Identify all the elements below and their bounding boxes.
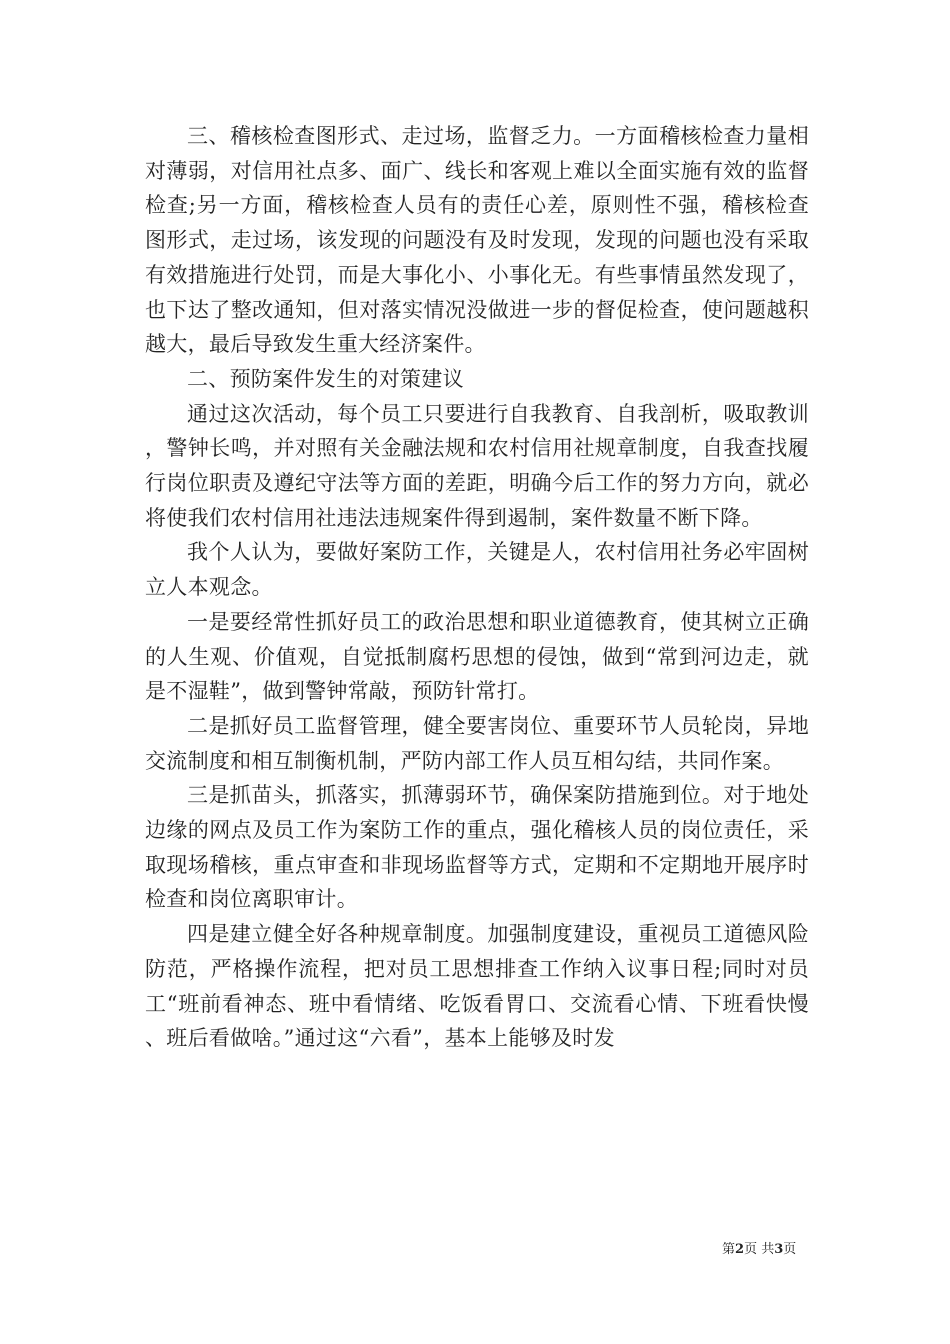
paragraph-7: 四是建立健全好各种规章制度。加强制度建设，重视员工道德风险防范，严格操作流程，把对员工思想排查工作纳入议事日程;同时对员工“班前看神态、班中看情绪、吃饭看胃口、交流看心情、下班看快慢、班后看做啥。”通过这“六看”，基本上能够及时发: [145, 922, 809, 1051]
paragraph-3: 我个人认为，要做好案防工作，关键是人，农村信用社务必牢固树立人本观念。: [145, 540, 809, 600]
page-number-middle: 页 共: [744, 1242, 775, 1257]
paragraph-1: 三、稽核检查图形式、走过场，监督乏力。一方面稽核检查力量相对薄弱，对信用社点多、面广、线长和客观上难以全面实施有效的监督检查;另一方面，稽核检查人员有的责任心差，原则性不强，稽核检查图形式，走过场，该发现的问题没有及时发现，发现的问题也没有采取有效措施进行处罚，而是大事化小、小事化无。有些事情虽然发现了，也下达了整改通知，但对落实情况没做进一步的督促检查，使问题越积越大，最后导致发生重大经济案件。: [145, 124, 809, 357]
page-number-prefix: 第: [722, 1242, 736, 1257]
page-number: [722, 1238, 796, 1257]
page-number-total: 3: [774, 1242, 784, 1257]
paragraph-4: 一是要经常性抓好员工的政治思想和职业道德教育，使其树立正确的人生观、价值观，自觉抵制腐朽思想的侵蚀，做到“常到河边走，就是不湿鞋”，做到警钟常敲，预防针常打。: [145, 609, 809, 704]
paragraph-2: 通过这次活动，每个员工只要进行自我教育、自我剖析，吸取教训，警钟长鸣，并对照有关金融法规和农村信用社规章制度，自我查找履行岗位职责及遵纪守法等方面的差距，明确今后工作的努力方向，就必将使我们农村信用社违法违规案件得到遏制，案件数量不断下降。: [145, 401, 809, 530]
paragraph-6: 三是抓苗头，抓落实，抓薄弱环节，确保案防措施到位。对于地处边缘的网点及员工作为案防工作的重点，强化稽核人员的岗位责任，采取现场稽核，重点审查和非现场监督等方式，定期和不定期地开展序时检查和岗位离职审计。: [145, 783, 809, 912]
section-heading: 二、预防案件发生的对策建议: [187, 366, 464, 391]
page-number-suffix: 页: [783, 1242, 797, 1257]
paragraph-5: 二是抓好员工监督管理，健全要害岗位、重要环节人员轮岗，异地交流制度和相互制衡机制，严防内部工作人员互相勾结，共同作案。: [145, 713, 809, 773]
page-number-current: 2: [735, 1242, 745, 1257]
document-body: [145, 119, 809, 1056]
